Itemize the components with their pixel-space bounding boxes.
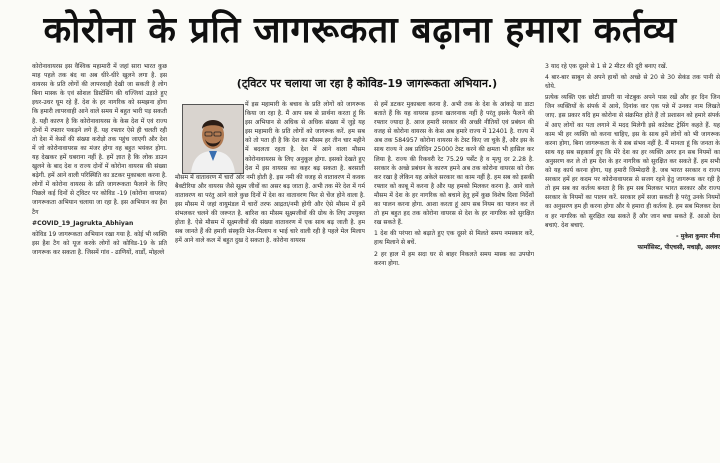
- column-1: [32, 62, 167, 460]
- author-designation: फार्मासिस्ट, पीएचसी, मचाड़ी, अलवर: [637, 243, 720, 251]
- column-3: [374, 100, 534, 460]
- headline: कोरोना के प्रति जागरूकता बढ़ाना हमारा कर्तव्य: [43, 9, 677, 51]
- column-4: [545, 62, 720, 460]
- col1-paragraph: कोरोनावायरस इस वैश्विक महामारी में जहां सारा भारत कुछ माह पहले तक बंद था अब धीरे-धीरे खुलने लगा है. इस वायरस के प्रति लोगों की लापरवाही देखी जा सकती है लोग बिना मास्क के एवं सोशल डिस्टेंसिंग की धज्जियां उड़ाते हुए इधर-उधर घूम रहे हैं. देश के हर नागरिक को समझना होगा कि हमारी लापरवाही आने वाले समय में बहुत भारी पड़ सकती है. यही कारण है कि कोरोनावायरस के केस देश में एवं राज्य दोनों में रफ्तार पकड़ने लगे हैं. यह रफ्तार ऐसे ही चलती रही तो देश में केसों की संख्या करोड़ो तक पहुंच जाएगी और देश में जो कोरोनावायरस का मंजर होगा वह बहुत भयंकर होगा. यह देखकर हमें घबराना नहीं है. हमें ज्ञात है कि लोक डाउन खुलने के बाद देश व राज्य दोनों में कोरोना वायरस की संख्या बढ़ेगी. हमें आने वाली परिस्थिति का डटकर मुकाबला करना है. लोगों में कोरोना वायरस के प्रति जागरूकता फैलाने के लिए पिछले कई दिनों से ट्विटर पर कोविड -19 (कोरोना वायरस) जागरूकता अभियान चलाया जा रहा है. इस अभियान का हैश टैग: [32, 63, 167, 216]
- column-2: [175, 100, 365, 460]
- hashtag: #COVID_19_Jagrukta_Abhiyan: [32, 219, 134, 227]
- col4-point-3: 3 याद रहे एक दूसरे से 1 से 2 मीटर की दूरी बनाए रखें.: [545, 63, 668, 70]
- col4-paragraph: प्रत्येक व्यक्ति एक छोटी डायरी या नोटबुक अपने पास रखें और हर दिन जिन जिन व्यक्तियों के संपर्क में आये, दिनांक वार एक पन्ने में उनका नाम लिखते जाए. इस प्रकार यदि हम कोरोना से संक्रमित होते हैं तो प्रशासन को हमारे संपर्क में आए लोगों का पता लगाने में मदद मिलेगी इसे कांटेक्ट ट्रेसिंग कहते हैं. यह काम भी हर व्यक्ति को करना चाहिए, इस के साथ हमें लोगों को भी जागरूक करना होगा, बिना जागरूकता के ये सब संभव नहीं है. मैं मानता हूं कि जनता के साथ यह सब सहकार्य हुए कि मेरे देश का हर व्यक्ति अगर इन सब नियमों का अनुसरण कर ले तो हम देश के हर नागरिक को सुरक्षित कर सकते हैं. हम सभी को यह कार्य करना होगा, यह हमारी जिम्मेदारी है. जब भारत सरकार व राज्य सरकार हमें हर कदम पर कोरोनावायरस से सजग रहने हेतु जागरूक कर रही है तो हम सब का कर्तव्य बनता है कि हम सब मिलकर भारत सरकार और राज्य सरकार के नियमों का पालन करें. सरकार हमें सजा सकती है परंतु उनके नियमों का अनुसरण हम ही करना होगा और ये हमारा ही कर्तव्य है. हम सब मिलकर देश व हर नागरिक को सुरक्षित रख सकते हैं और जान बचा सकते हैं. आओ देश बचाएं. देश बचाएं.: [545, 94, 720, 229]
- col3-point-1: 1 देश की परंपरा को बढ़ाते हुए एक दूसरे से मिलते समय नमस्कार करें, हाथ मिलाने से बचें.: [374, 230, 534, 247]
- col3-paragraph: से हमें डटकर मुकाबला करना है. अभी तक के देश के आंकड़े या डाटा बताते हैं कि यह वायरस इतना खतरनाक नहीं है परंतु इसके फैलने की रफ्तार ज्यादा है. आज हमारी सरकार की अच्छी नीतियों एवं प्रबंधन की वजह से कोरोना वायरस के केस अब हमारे राज्य में 12401 है. राज्य में अब तक 584957 कोरोना वायरस के टेस्ट किए जा चुके हैं, और इस के साथ राज्य ने अब प्रतिदिन 25000 टेस्ट करने की क्षमता भी हासिल कर लिया है. राज्य की रिकवरी रेट 75.29 पर्सेंट है व मृत्यु दर 2.28 है. सरकार के अच्छे प्रबंधन के कारण हमने अब तक कोरोना वायरस को रोक कर रखा है लेकिन यह अकेले सरकार का काम नहीं है. हम सब को इसकी रफ्तार को काबू में करना है और यह हमको मिलकर करना है. आने वाले मौसम में देश के हर नागरिक को बचाने हेतु हमें कुछ विशेष दिशा निर्देशों का पालन करना होगा. आशा करता हूं आप सब नियम का पालन कर लें तो हम बहुत हद तक कोरोना वायरस से देश के हर नागरिक को सुरक्षित रख सकते हैं.: [374, 101, 534, 227]
- author-signature: - मुकेश कुमार मीना: [676, 232, 720, 240]
- subheadline: (ट्विटर पर चलाया जा रहा है कोविड-19 जागरूकता अभियान.): [236, 76, 498, 90]
- col3-point-2: 2 हर हाल में हम सदा घर से बाहर निकलते समय मास्क का उपयोग करना होगा.: [374, 250, 534, 267]
- col4-point-4: 4 बार-बार साबुन से अपने हाथों को अच्छे से 20 से 30 सेकंड तक पानी से धोये.: [545, 74, 720, 91]
- col2-paragraph: में इस महामारी के बचाव के प्रति लोगों को जागरूक किया जा रहा है. मैं आप सब से प्रार्थना करता हूं कि इस अभियान से अधिक से अधिक संख्या में जुड़े यह इस महामारी के प्रति लोगों को जागरूक करें. हम सब को तो पता ही है कि देश का मौसम हर तीन चार महीने में बदलता रहता है. देश में आने वाला मौसम कोरोनावायरस के लिए अनुकूल होगा. इसको देखते हुए देश में इस वायरस का कहर बढ़ सकता है. बरसाती मौसम में वातावरण में चारों ओर नमी होती है. इस नमी की वजह से वातावरण में कवक बैक्टीरिया और वायरस जैसे सूक्ष्म जीवों का असर बढ़ जाता है. अभी तक मेरे देश में गर्म वातावरण था परंतु आने वाले कुछ दिनों में देश का वातावरण फिर से चेंज होने वाला है. इस मौसम में जहां वायुमंडल में चारों तरफ आद्रता/नमी होगी और ऐसे मौसम में हमें संभलकर चलने की जरूरत है. बारिश का मौसम सूक्ष्मजीवों की ग्रोथ के लिए उपयुक्त होता है. ऐसे मौसम में सूक्ष्मजीवों की संख्या वातावरण में एक साथ बढ़ जाती है. हम सब जानते हैं की हमारी संस्कृति मेल-मिलाप व भाई चारे वाली रही है पहले मेल मिलाप हमें आने वाले कल में बहुत दुख दे सकता है. कोरोना वायरस: [175, 101, 365, 245]
- col1-tail-paragraph: कोविड 19 जागरूकता अभियान रखा गया है. कोई भी व्यक्ति इस हैश टैग को यूज करके लोगों को कोविड-19 के प्रति जागरूक कर सकता है. जिसमें गांव - ढाणियों, वार्डों, मोहल्ले: [32, 230, 167, 256]
